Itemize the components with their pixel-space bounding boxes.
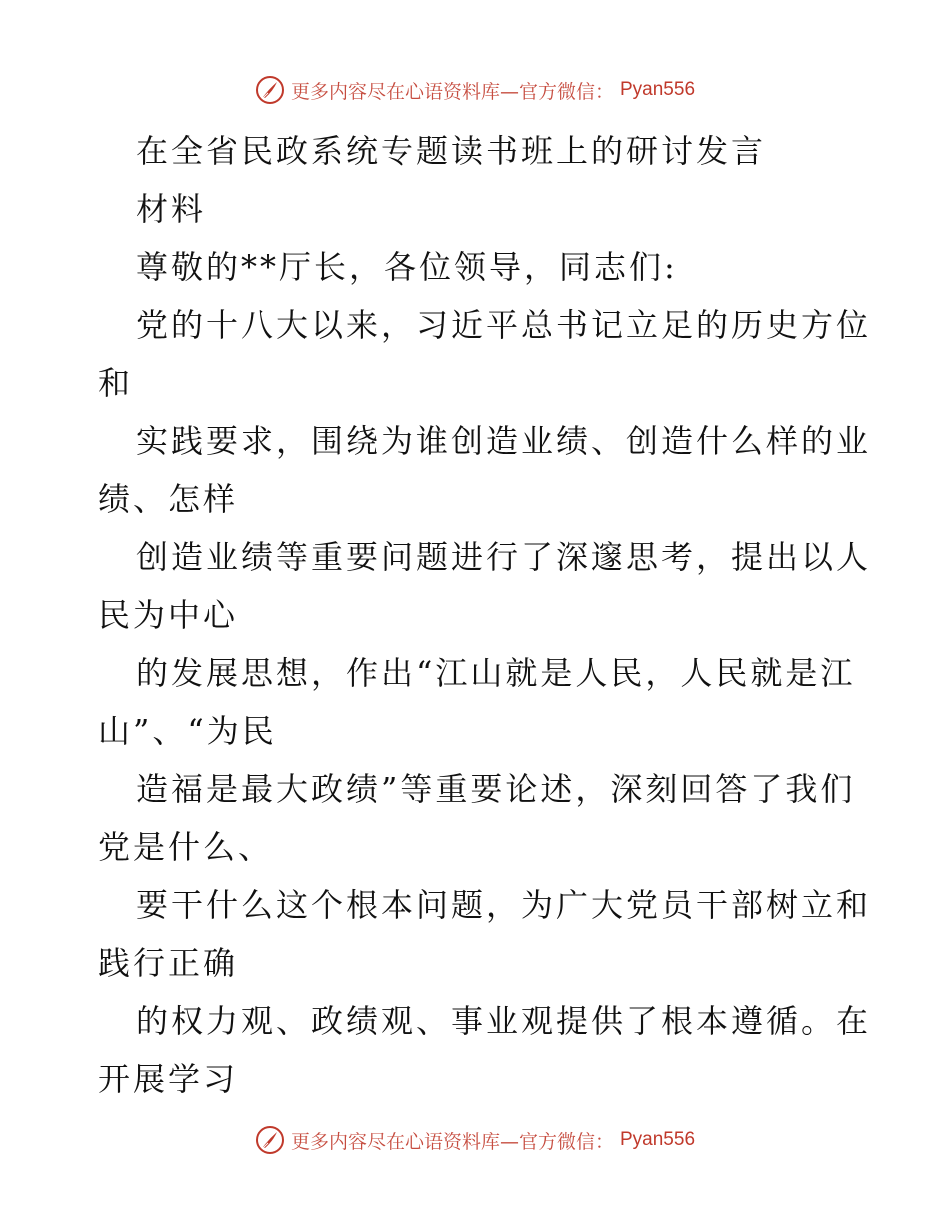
text-line: 尊敬的**厅长，各位领导，同志们: bbox=[136, 248, 678, 286]
text-line: 要干什么这个根本问题，为广大党员干部树立和 bbox=[136, 886, 872, 924]
text-line: 创造业绩等重要问题进行了深邃思考，提出以人 bbox=[136, 538, 872, 576]
text-line: 山”、“为民 bbox=[98, 712, 277, 750]
text-line: 的权力观、政绩观、事业观提供了根本遵循。在 bbox=[136, 1002, 872, 1040]
watermark-wechat-id: Pyan556 bbox=[620, 79, 696, 100]
text-line: 开展学习 bbox=[98, 1060, 239, 1098]
text-line: 的发展思想，作出“江山就是人民，人民就是江 bbox=[136, 654, 856, 692]
watermark-text: 更多内容尽在心语资料库—官方微信： bbox=[290, 80, 614, 103]
watermark-text: 更多内容尽在心语资料库—官方微信： bbox=[290, 1130, 614, 1153]
text-line: 民为中心 bbox=[98, 596, 239, 634]
text-line: 践行正确 bbox=[98, 944, 239, 982]
text-line: 材料 bbox=[136, 190, 207, 228]
text-line: 实践要求，围绕为谁创造业绩、创造什么样的业 bbox=[136, 422, 872, 460]
quill-logo-icon bbox=[255, 75, 285, 105]
text-line: 和 bbox=[98, 364, 134, 402]
watermark-footer bbox=[0, 1120, 950, 1160]
quill-logo-icon bbox=[255, 1125, 285, 1155]
document-body bbox=[98, 122, 872, 1108]
text-line: 党是什么、 bbox=[98, 828, 274, 866]
text-line: 绩、怎样 bbox=[98, 480, 239, 518]
watermark-wechat-id: Pyan556 bbox=[620, 1129, 696, 1150]
text-line: 造福是最大政绩”等重要论述，深刻回答了我们 bbox=[136, 770, 856, 808]
watermark-header bbox=[0, 70, 950, 110]
text-line: 党的十八大以来，习近平总书记立足的历史方位 bbox=[136, 306, 872, 344]
text-line: 在全省民政系统专题读书班上的研讨发言 bbox=[136, 132, 767, 170]
